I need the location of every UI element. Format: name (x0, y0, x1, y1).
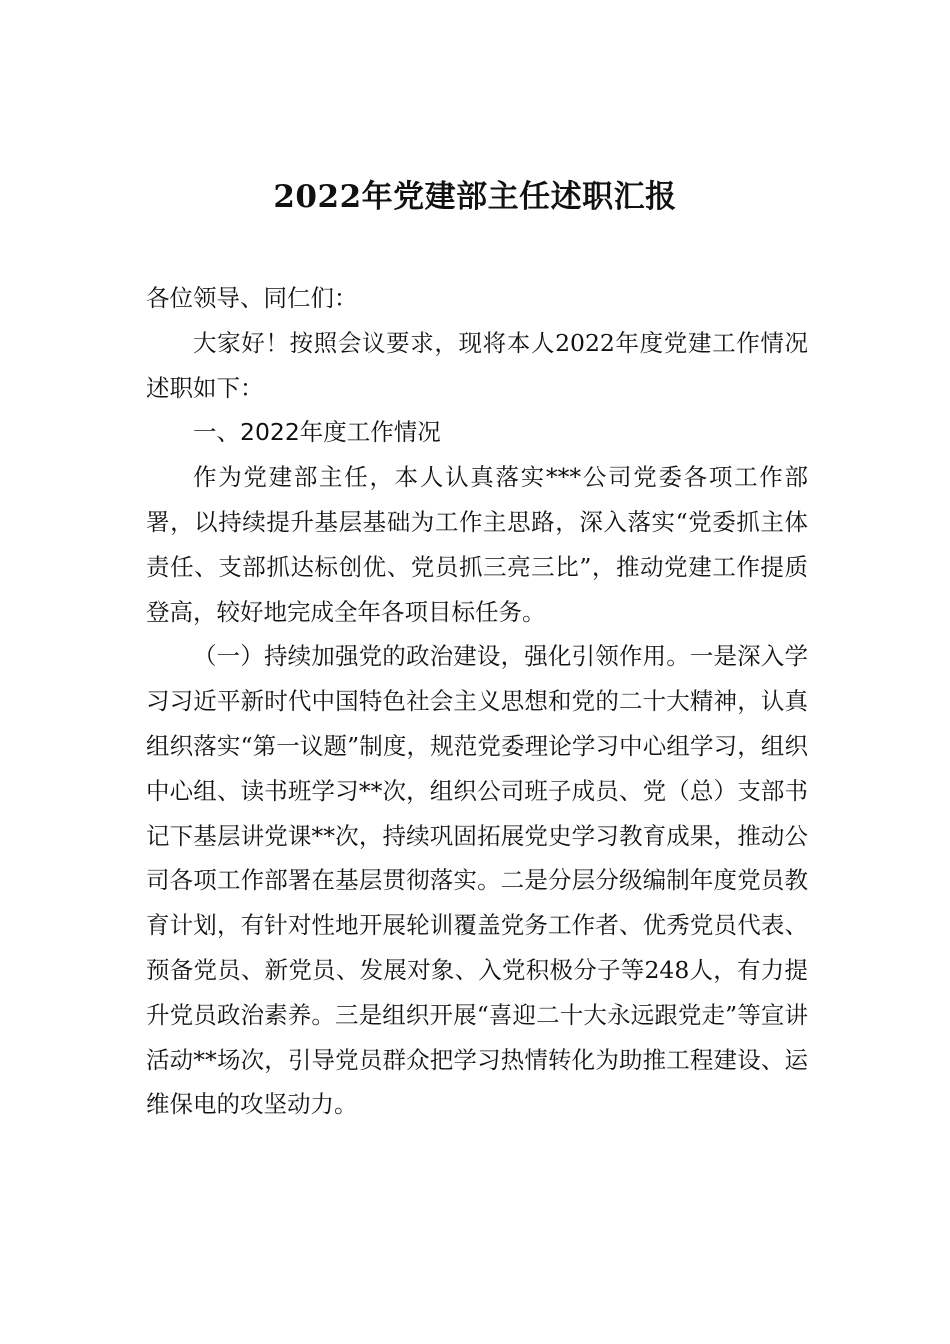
section-paragraph: 作为党建部主任，本人认真落实***公司党委各项工作部署，以持续提升基层基础为工作主思路，深入落实“党委抓主体责任、支部抓达标创优、党员抓三亮三比”，推动党建工作提质登高，较好地完成全年各项目标任务。 (146, 463, 808, 626)
salutation: 各位领导、同仁们： (146, 284, 358, 312)
document-body (146, 276, 808, 1127)
document-title: 2022年党建部主任述职汇报 (273, 179, 677, 215)
intro-paragraph: 大家好！按照会议要求，现将本人2022年度党建工作情况述职如下： (146, 328, 808, 402)
section-heading: 一、2022年度工作情况 (193, 418, 441, 447)
subsection-paragraph: （一）持续加强党的政治建设，强化引领作用。一是深入学习习近平新时代中国特色社会主义思想和党的二十大精神，认真组织落实“第一议题”制度，规范党委理论学习中心组学习，组织中心组、读书班学习**次，组织公司班子成员、党（总）支部书记下基层讲党课**次，持续巩固拓展党史学习教育成果，推动公司各项工作部署在基层贯彻落实。二是分层分级编制年度党员教育计划，有针对性地开展轮训覆盖党务工作者、优秀党员代表、预备党员、新党员、发展对象、入党积极分子等248人，有力提升党员政治素养。三是组织开展“喜迎二十大永远跟党走”等宣讲活动**场次，引导党员群众把学习热情转化为助推工程建设、运维保电的攻坚动力。 (146, 642, 808, 1119)
